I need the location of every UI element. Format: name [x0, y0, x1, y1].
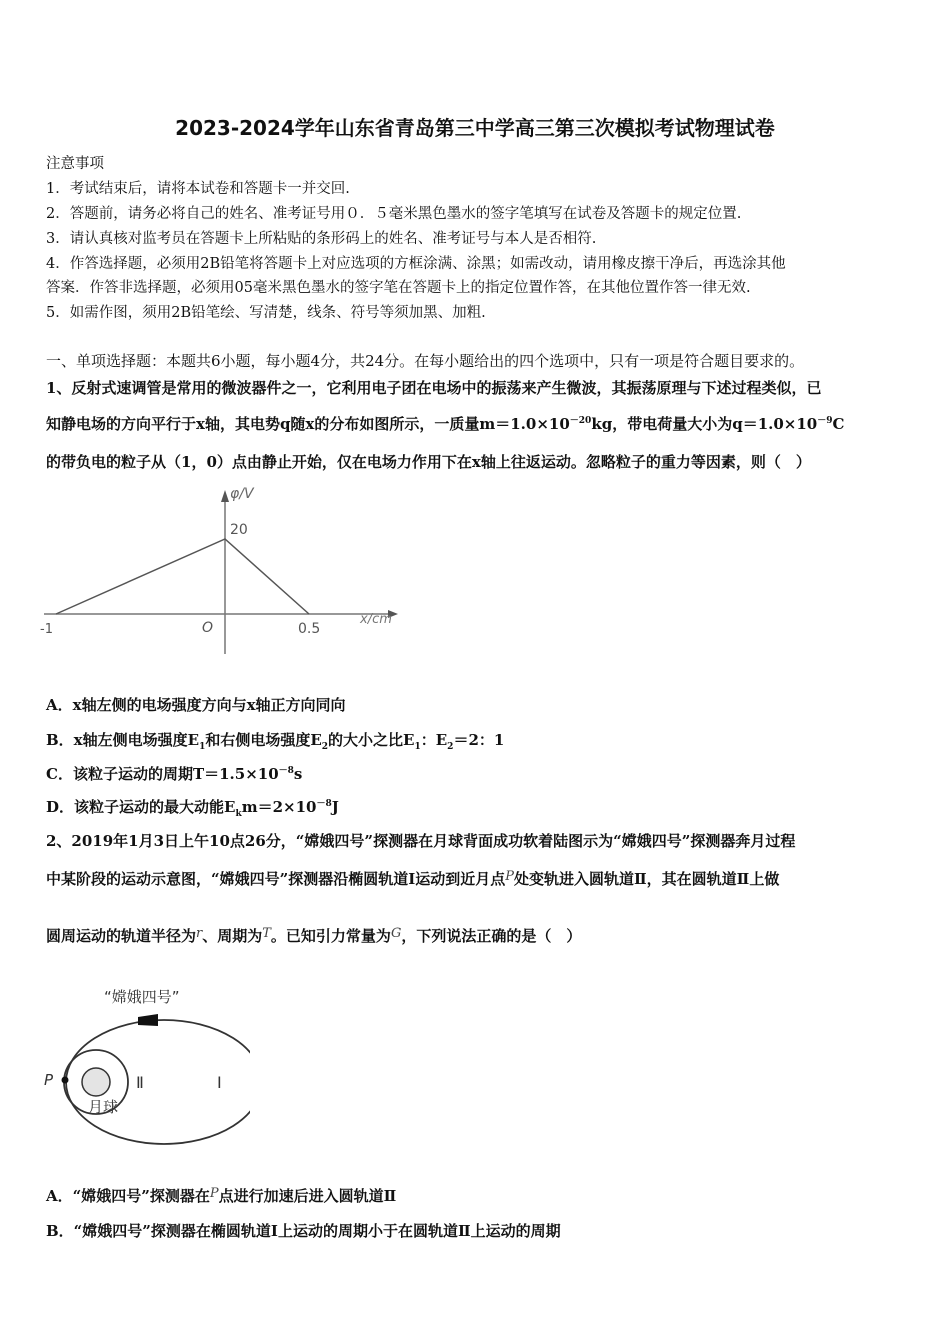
q1-line1: 1、反射式速调管是常用的微波器件之一，它利用电子团在电场中的振荡来产生微波，其振荡原理与下述过程类似，已 — [46, 379, 822, 397]
orbit-diagram — [40, 980, 250, 1150]
potential-graph — [36, 482, 406, 662]
notice-item: 2．答题前，请务必将自己的姓名、准考证号用０．５毫米黑色墨水的签字笔填写在试卷及答题卡的规定位置. — [46, 206, 742, 222]
notice-heading: 注意事项 — [46, 156, 104, 172]
page-title: 2023-2024学年山东省青岛第三中学高三第三次模拟考试物理试卷 — [175, 116, 775, 140]
probe-label: “嫦娥四号” — [104, 988, 180, 1006]
peak-label: 20 — [230, 522, 248, 538]
q1-option-a: A．x轴左侧的电场强度方向与x轴正方向同向 — [46, 696, 346, 714]
origin-label: O — [202, 620, 214, 636]
probe-icon — [138, 1014, 158, 1026]
q1-line3: 的带负电的粒子从（1，0）点由静止开始，仅在电场力作用下在x轴上往返运动。忽略粒子的重力等因素，则（ ） — [46, 453, 811, 471]
potential-line — [56, 539, 309, 614]
section-heading: 一、单项选择题：本题共6小题，每小题4分，共24分。在每小题给出的四个选项中，只有一项是符合题目要求的。 — [46, 352, 805, 370]
notice-item: 1．考试结束后，请将本试卷和答题卡一并交回. — [46, 181, 350, 197]
q1-option-c: C．该粒子运动的周期$T=1.5\times 10^{-8}s$ — [46, 765, 303, 783]
moon — [82, 1068, 110, 1096]
y-axis-label: φ/V — [230, 486, 254, 502]
q1-option-d: D．该粒子运动的最大动能$E_km=2\times 10^{-8}J$ — [46, 798, 339, 819]
q2-line1: 2、2019年1月3日上午10点26分，“嫦娥四号”探测器在月球背面成功软着陆图示为“嫦娥四号”探测器奔月过程 — [46, 832, 796, 850]
point-p-dot — [62, 1077, 69, 1084]
notice-item: 3．请认真核对监考员在答题卡上所粘贴的条形码上的姓名、准考证号与本人是否相符. — [46, 231, 597, 247]
notice-item: 4．作答选择题，必须用2B铅笔将答题卡上对应选项的方框涂满、涂黑；如需改动，请用橡皮擦干净后，再选涂其他 — [46, 256, 786, 272]
q2-option-a: A．“嫦娥四号”探测器在P点进行加速后进入圆轨道Ⅱ — [46, 1186, 397, 1205]
moon-label: 月球 — [88, 1098, 119, 1116]
q1-option-b: B．x轴左侧电场强度$E_1$和右侧电场强度$E_2$的大小之比$E_1$：$E_2=2$：1 — [46, 731, 505, 752]
right-tick-label: 0.5 — [298, 621, 321, 637]
point-p-label: P — [44, 1071, 54, 1089]
orbit-2-label: Ⅱ — [136, 1073, 144, 1092]
orbit-1-label: Ⅰ — [217, 1073, 222, 1092]
x-axis-label: x/cm — [360, 612, 392, 627]
q2-option-b: B．“嫦娥四号”探测器在椭圆轨道Ⅰ上运动的周期小于在圆轨道Ⅱ上运动的周期 — [46, 1222, 561, 1240]
q2-line3: 圆周运动的轨道半径为r、周期为T。已知引力常量为G，下列说法正确的是（ ） — [46, 926, 582, 945]
left-tick-label: -1 — [40, 622, 53, 637]
notice-item: 5．如需作图，须用2B铅笔绘、写清楚，线条、符号等须加黑、加粗. — [46, 305, 486, 321]
y-axis-arrow — [221, 490, 229, 502]
notice-item: 答案．作答非选择题，必须用05毫米黑色墨水的签字笔在答题卡上的指定位置作答，在其他位置作答一律无效. — [46, 280, 751, 296]
q2-line2: 中某阶段的运动示意图，“嫦娥四号”探测器沿椭圆轨道Ⅰ运动到近月点P处变轨进入圆轨道Ⅱ，其在圆轨道Ⅱ上做 — [46, 869, 780, 888]
q1-line2: 知静电场的方向平行于x轴，其电势q随x的分布如图所示，一质量$m=1.0\times 10^{-20}kg$，带电荷量大小为$q=1.0\times 10^{-9}C$ — [46, 415, 845, 433]
